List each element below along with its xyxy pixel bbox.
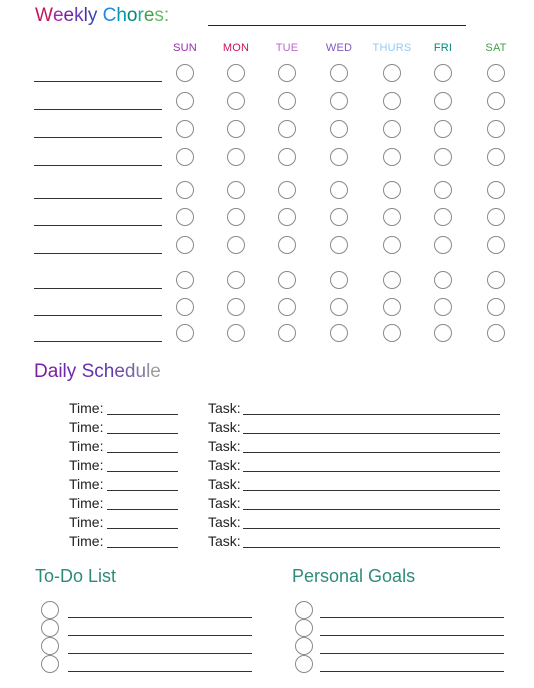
goal-checkbox[interactable] bbox=[295, 637, 313, 655]
chore-name-line[interactable] bbox=[34, 288, 162, 289]
chore-checkbox-fri[interactable] bbox=[434, 148, 452, 166]
title-letter: c bbox=[94, 361, 104, 382]
time-field[interactable] bbox=[107, 471, 178, 472]
chore-checkbox-sun[interactable] bbox=[176, 324, 194, 342]
chore-checkbox-wed[interactable] bbox=[330, 208, 348, 226]
time-field[interactable] bbox=[107, 414, 178, 415]
chore-checkbox-thurs[interactable] bbox=[383, 181, 401, 199]
title-blank-line[interactable] bbox=[208, 25, 466, 26]
title-letter: a bbox=[47, 361, 59, 382]
chore-checkbox-wed[interactable] bbox=[330, 148, 348, 166]
task-label: Task: bbox=[208, 514, 241, 530]
chore-checkbox-wed[interactable] bbox=[330, 271, 348, 289]
chore-checkbox-wed[interactable] bbox=[330, 324, 348, 342]
chore-checkbox-fri[interactable] bbox=[434, 298, 452, 316]
chore-checkbox-mon[interactable] bbox=[227, 324, 245, 342]
title-letter: l bbox=[62, 361, 67, 382]
todo-item-line[interactable] bbox=[68, 671, 252, 672]
todo-item-line[interactable] bbox=[68, 653, 252, 654]
chore-checkbox-sun[interactable] bbox=[176, 236, 194, 254]
chore-checkbox-tue[interactable] bbox=[278, 324, 296, 342]
personal-goals-title: Personal Goals bbox=[292, 566, 416, 586]
chore-checkbox-wed[interactable] bbox=[330, 64, 348, 82]
time-label: Time: bbox=[69, 419, 104, 435]
chore-checkbox-wed[interactable] bbox=[330, 92, 348, 110]
title-letter: u bbox=[135, 361, 147, 382]
title-letter: e bbox=[63, 5, 75, 26]
todo-item-line[interactable] bbox=[68, 617, 252, 618]
goal-checkbox[interactable] bbox=[295, 655, 313, 673]
title-letter: D bbox=[34, 361, 48, 382]
chore-checkbox-sat[interactable] bbox=[487, 208, 505, 226]
chore-name-line[interactable] bbox=[34, 315, 162, 316]
time-field[interactable] bbox=[107, 490, 178, 491]
task-label: Task: bbox=[208, 438, 241, 454]
chore-checkbox-fri[interactable] bbox=[434, 236, 452, 254]
day-header-wed: WED bbox=[325, 42, 353, 54]
chore-checkbox-fri[interactable] bbox=[434, 208, 452, 226]
time-field[interactable] bbox=[107, 509, 178, 510]
chore-checkbox-fri[interactable] bbox=[434, 92, 452, 110]
day-header-mon: MON bbox=[222, 42, 250, 54]
chore-checkbox-sun[interactable] bbox=[176, 271, 194, 289]
task-field[interactable] bbox=[243, 490, 500, 491]
chore-checkbox-thurs[interactable] bbox=[383, 271, 401, 289]
chore-checkbox-sat[interactable] bbox=[487, 181, 505, 199]
task-label: Task: bbox=[208, 533, 241, 549]
time-label: Time: bbox=[69, 476, 104, 492]
day-header-sun: SUN bbox=[173, 42, 197, 54]
title-letter: d bbox=[124, 361, 136, 382]
chore-checkbox-sat[interactable] bbox=[487, 148, 505, 166]
chore-checkbox-thurs[interactable] bbox=[383, 92, 401, 110]
task-field[interactable] bbox=[243, 547, 500, 548]
goal-checkbox[interactable] bbox=[295, 601, 313, 619]
title-letter: C bbox=[102, 5, 117, 26]
chore-checkbox-tue[interactable] bbox=[278, 181, 296, 199]
task-label: Task: bbox=[208, 495, 241, 511]
task-label: Task: bbox=[208, 457, 241, 473]
chore-checkbox-sat[interactable] bbox=[487, 236, 505, 254]
todo-item-line[interactable] bbox=[68, 635, 252, 636]
chore-checkbox-fri[interactable] bbox=[434, 271, 452, 289]
task-label: Task: bbox=[208, 400, 241, 416]
chore-checkbox-mon[interactable] bbox=[227, 64, 245, 82]
chore-checkbox-mon[interactable] bbox=[227, 181, 245, 199]
chore-checkbox-sat[interactable] bbox=[487, 64, 505, 82]
chore-checkbox-thurs[interactable] bbox=[383, 236, 401, 254]
title-letter: e bbox=[150, 361, 161, 382]
goal-item-line[interactable] bbox=[320, 671, 504, 672]
title-letter: e bbox=[52, 5, 64, 26]
chore-checkbox-sat[interactable] bbox=[487, 298, 505, 316]
goal-item-line[interactable] bbox=[320, 617, 504, 618]
chore-checkbox-mon[interactable] bbox=[227, 236, 245, 254]
task-label: Task: bbox=[208, 476, 241, 492]
time-field[interactable] bbox=[107, 433, 178, 434]
chore-checkbox-wed[interactable] bbox=[330, 236, 348, 254]
chore-checkbox-mon[interactable] bbox=[227, 298, 245, 316]
title-letter: i bbox=[58, 361, 63, 382]
task-field[interactable] bbox=[243, 509, 500, 510]
day-header-sat: SAT bbox=[485, 42, 507, 54]
chore-checkbox-mon[interactable] bbox=[227, 148, 245, 166]
time-label: Time: bbox=[69, 514, 104, 530]
chore-checkbox-tue[interactable] bbox=[278, 64, 296, 82]
title-letter: : bbox=[163, 5, 170, 26]
chore-checkbox-tue[interactable] bbox=[278, 236, 296, 254]
goal-item-line[interactable] bbox=[320, 653, 504, 654]
chore-checkbox-thurs[interactable] bbox=[383, 324, 401, 342]
time-field[interactable] bbox=[107, 452, 178, 453]
todo-checkbox[interactable] bbox=[41, 655, 59, 673]
time-label: Time: bbox=[69, 495, 104, 511]
chore-checkbox-wed[interactable] bbox=[330, 120, 348, 138]
chore-checkbox-sun[interactable] bbox=[176, 148, 194, 166]
title-letter: r bbox=[137, 5, 144, 26]
task-field[interactable] bbox=[243, 414, 500, 415]
chore-checkbox-sun[interactable] bbox=[176, 181, 194, 199]
title-letter: h bbox=[116, 5, 127, 26]
task-field[interactable] bbox=[243, 528, 500, 529]
chore-checkbox-sat[interactable] bbox=[487, 120, 505, 138]
chore-checkbox-sun[interactable] bbox=[176, 92, 194, 110]
chore-checkbox-mon[interactable] bbox=[227, 92, 245, 110]
title-letter: h bbox=[103, 361, 115, 382]
goal-item-line[interactable] bbox=[320, 635, 504, 636]
title-letter: e bbox=[143, 5, 155, 26]
chore-checkbox-sun[interactable] bbox=[176, 64, 194, 82]
title-letter: l bbox=[83, 5, 88, 26]
chore-checkbox-fri[interactable] bbox=[434, 64, 452, 82]
title-letter: o bbox=[126, 5, 138, 26]
title-letter: y bbox=[87, 5, 98, 26]
chore-name-line[interactable] bbox=[34, 225, 162, 226]
day-header-thurs: THURS bbox=[372, 42, 412, 54]
chore-checkbox-fri[interactable] bbox=[434, 181, 452, 199]
chore-checkbox-fri[interactable] bbox=[434, 324, 452, 342]
chore-name-line[interactable] bbox=[34, 137, 162, 138]
chore-checkbox-mon[interactable] bbox=[227, 271, 245, 289]
time-label: Time: bbox=[69, 400, 104, 416]
chore-checkbox-sat[interactable] bbox=[487, 92, 505, 110]
title-letter: S bbox=[81, 361, 95, 382]
chore-checkbox-tue[interactable] bbox=[278, 120, 296, 138]
todo-checkbox[interactable] bbox=[41, 601, 59, 619]
time-label: Time: bbox=[69, 457, 104, 473]
task-field[interactable] bbox=[243, 471, 500, 472]
chore-checkbox-thurs[interactable] bbox=[383, 208, 401, 226]
chore-checkbox-sun[interactable] bbox=[176, 208, 194, 226]
chore-checkbox-mon[interactable] bbox=[227, 208, 245, 226]
chore-checkbox-sun[interactable] bbox=[176, 298, 194, 316]
chore-checkbox-wed[interactable] bbox=[330, 298, 348, 316]
daily-schedule-title bbox=[34, 361, 161, 383]
chore-name-line[interactable] bbox=[34, 165, 162, 166]
day-header-tue: TUE bbox=[275, 42, 299, 54]
task-field[interactable] bbox=[243, 452, 500, 453]
chore-checkbox-tue[interactable] bbox=[278, 92, 296, 110]
title-letter: W bbox=[35, 5, 53, 26]
chore-checkbox-sun[interactable] bbox=[176, 120, 194, 138]
chore-checkbox-thurs[interactable] bbox=[383, 298, 401, 316]
chore-name-line[interactable] bbox=[34, 109, 162, 110]
chore-checkbox-wed[interactable] bbox=[330, 181, 348, 199]
chore-name-line[interactable] bbox=[34, 198, 162, 199]
goal-checkbox[interactable] bbox=[295, 619, 313, 637]
chore-name-line[interactable] bbox=[34, 253, 162, 254]
time-label: Time: bbox=[69, 438, 104, 454]
title-letter: y bbox=[66, 361, 77, 382]
chore-checkbox-thurs[interactable] bbox=[383, 64, 401, 82]
chore-name-line[interactable] bbox=[34, 341, 162, 342]
task-field[interactable] bbox=[243, 433, 500, 434]
chore-checkbox-thurs[interactable] bbox=[383, 148, 401, 166]
chore-checkbox-tue[interactable] bbox=[278, 148, 296, 166]
chore-checkbox-tue[interactable] bbox=[278, 298, 296, 316]
weekly-chores-title bbox=[35, 5, 169, 27]
time-field[interactable] bbox=[107, 528, 178, 529]
chore-checkbox-thurs[interactable] bbox=[383, 120, 401, 138]
chore-checkbox-tue[interactable] bbox=[278, 208, 296, 226]
chore-checkbox-tue[interactable] bbox=[278, 271, 296, 289]
day-header-fri: FRI bbox=[433, 42, 453, 54]
chore-checkbox-sat[interactable] bbox=[487, 271, 505, 289]
time-label: Time: bbox=[69, 533, 104, 549]
chore-checkbox-sat[interactable] bbox=[487, 324, 505, 342]
title-letter: l bbox=[146, 361, 151, 382]
chore-checkbox-mon[interactable] bbox=[227, 120, 245, 138]
title-letter: k bbox=[74, 5, 84, 26]
title-letter: e bbox=[114, 361, 125, 382]
chore-checkbox-fri[interactable] bbox=[434, 120, 452, 138]
task-label: Task: bbox=[208, 419, 241, 435]
todo-title: To-Do List bbox=[35, 566, 117, 586]
chore-name-line[interactable] bbox=[34, 81, 162, 82]
time-field[interactable] bbox=[107, 547, 178, 548]
todo-checkbox[interactable] bbox=[41, 619, 59, 637]
todo-checkbox[interactable] bbox=[41, 637, 59, 655]
title-letter: s bbox=[154, 5, 164, 26]
